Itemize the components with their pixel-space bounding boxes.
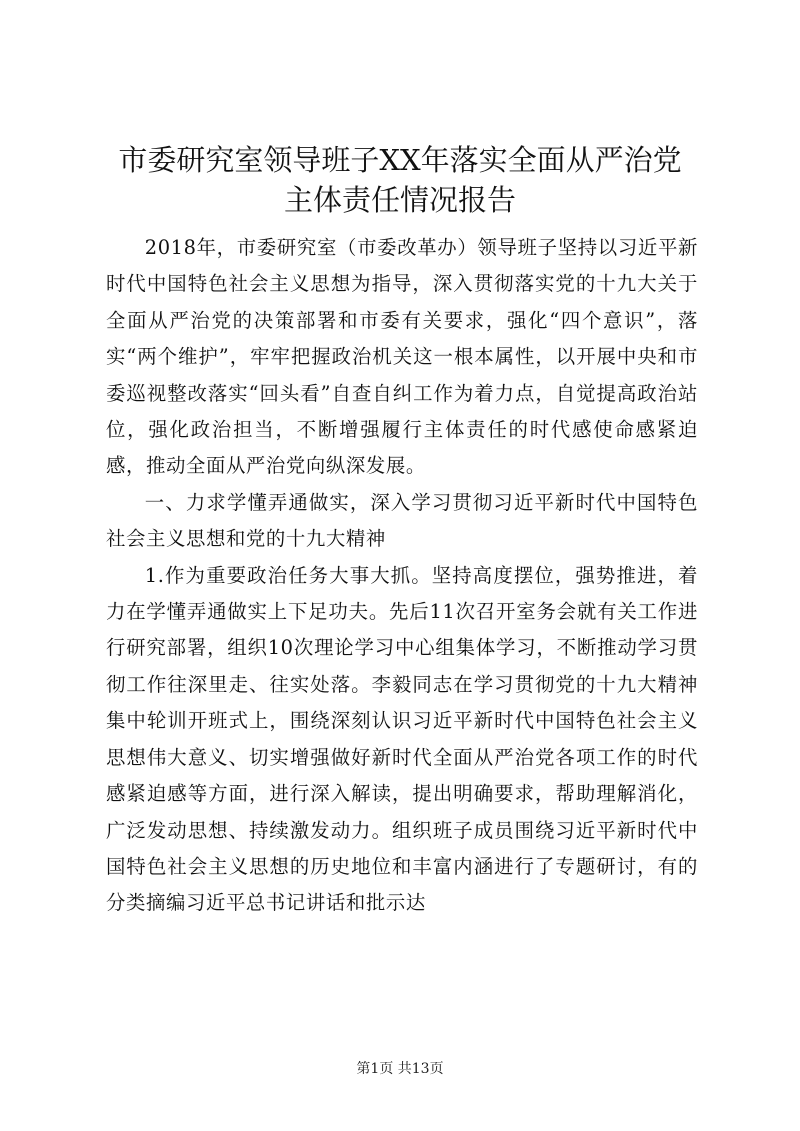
paragraph-item-1: 1.作为重要政治任务大事大抓。坚持高度摆位，强势推进，着力在学懂弄通做实上下足功夫。先后11次召开室务会就有关工作进行研究部署，组织10次理论学习中心组集体学习，不断推动学习贯彻工作往深里走、往实处落。李毅同志在学习贯彻党的十九大精神集中轮训开班式上，围绕深刻认识习近平新时代中国特色社会主义思想伟大意义、切实增强做好新时代全面从严治党各项工作的时代感紧迫感等方面，进行深入解读，提出明确要求，帮助理解消化，广泛发动思想、持续激发动力。组织班子成员围绕习近平新时代中国特色社会主义思想的历史地位和丰富内涵进行了专题研讨，有的分类摘编习近平总书记讲话和批示达	[106, 563, 698, 915]
section-heading-1: 一、力求学懂弄通做实，深入学习贯彻习近平新时代中国特色社会主义思想和党的十九大精神	[106, 490, 698, 551]
title-line-1: 市委研究室领导班子XX年落实全面从严治党	[118, 143, 682, 177]
page-number-footer: 第1页 共13页	[356, 1061, 444, 1077]
document-title	[100, 140, 700, 220]
document-body	[106, 230, 698, 922]
title-line-2: 主体责任情况报告	[283, 183, 516, 217]
paragraph-intro: 2018年，市委研究室（市委改革办）领导班子坚持以习近平新时代中国特色社会主义思想为指导，深入贯彻落实党的十九大关于全面从严治党的决策部署和市委有关要求，强化“四个意识”，落实“两个维护”，牢牢把握政治机关这一根本属性，以开展中央和市委巡视整改落实“回头看”自查自纠工作为着力点，自觉提高政治站位，强化政治担当，不断增强履行主体责任的时代感使命感紧迫感，推动全面从严治党向纵深发展。	[106, 236, 698, 478]
